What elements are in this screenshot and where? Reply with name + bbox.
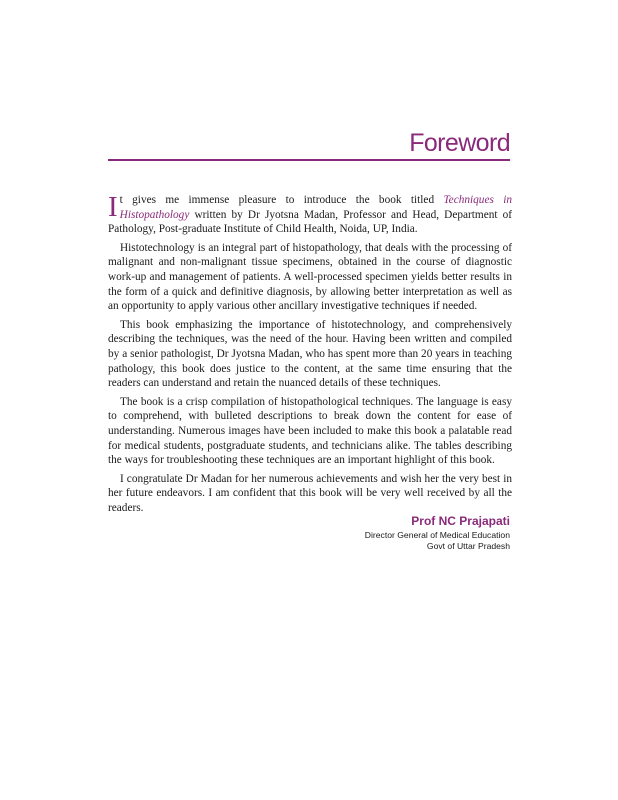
foreword-body — [108, 193, 512, 519]
signatory-title: Director General of Medical Education — [364, 530, 510, 540]
paragraph-5: I congratulate Dr Madan for her numerous achievements and wish her the very best in her future endeavors. I am confident that this book will be very well received by all the readers. — [108, 472, 512, 514]
signatory-name: Prof NC Prajapati — [411, 514, 510, 528]
page-title: Foreword — [409, 129, 510, 157]
signatory-organization: Govt of Uttar Pradesh — [426, 541, 510, 551]
paragraph-2: Histotechnology is an integral part of histopathology, that deals with the processing of malignant and non-malignant tissue specimens, obtained in the course of diagnostic work-up and management of patients. A well-processed specimen yields better results in the form of a quick and definitive diagnosis, by allowing better interpretation as well as an opportunity to apply various other ancillary investigative techniques if needed. — [108, 241, 512, 313]
title-rule — [108, 159, 510, 161]
paragraph-3: This book emphasizing the importance of histotechnology, and comprehensively describing the techniques, was the need of the hour. Having been written and compiled by a senior pathologist, Dr Jyotsna Madan, who has spent more than 20 years in teaching pathology, this book does justice to the content, at the same time ensuring that the readers can understand and retain the nuanced details of these techniques. — [108, 318, 512, 390]
paragraph-1 — [108, 193, 512, 237]
paragraph-1-text-start: t gives me immense pleasure to introduce the book titled — [119, 194, 444, 206]
paragraph-4: The book is a crisp compilation of histopathological techniques. The language is easy to comprehend, with bulleted descriptions to break down the content for ease of understanding. Numerous images have been included to make this book a palatable read for medical students, postgraduate students, and technicians alike. The tables describing the ways for troubleshooting these techniques are an important highlight of this book. — [108, 395, 512, 467]
drop-cap: I — [108, 191, 118, 223]
paragraph-1-text-end: written by Dr Jyotsna Madan, Professor and Head, Department of Pathology, Post-graduate Institute of Child Health, Noida, UP, India. — [108, 208, 512, 236]
book-title: Techniques in Histopathology — [119, 194, 512, 221]
signature-block — [300, 514, 510, 552]
